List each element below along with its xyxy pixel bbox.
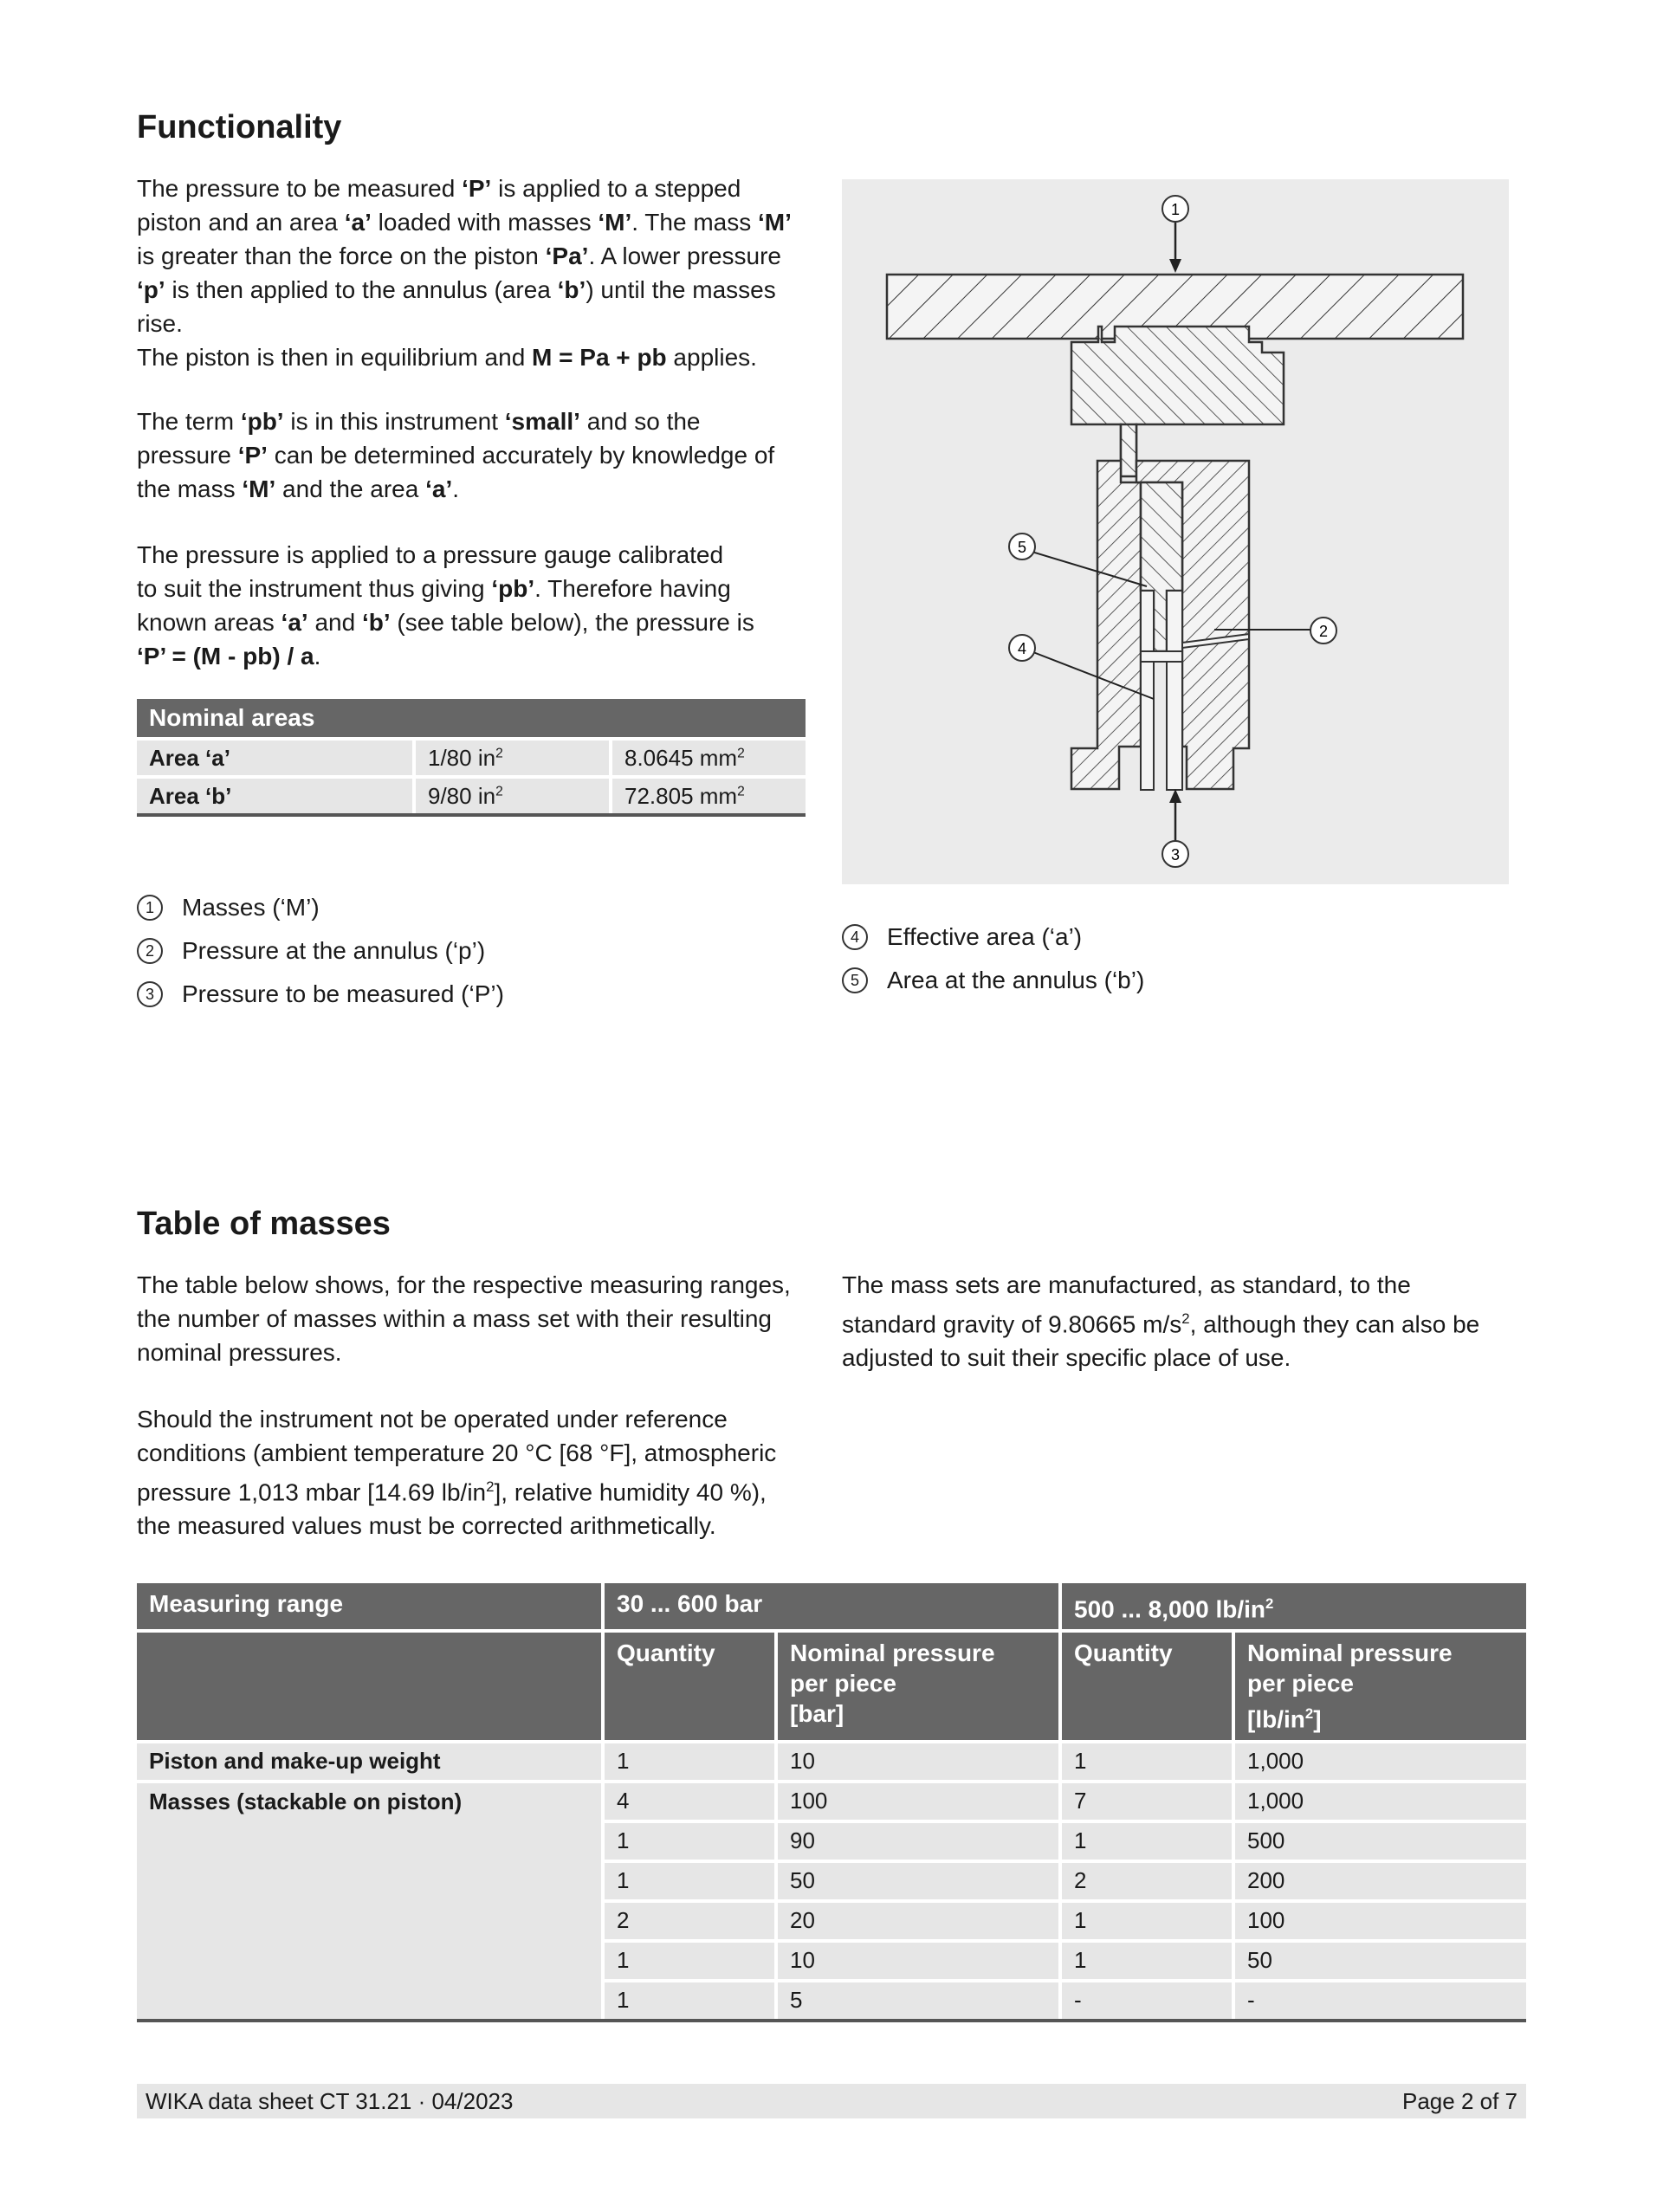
callout-1: 1 (1170, 201, 1181, 218)
piston-cross-section-diagram (842, 179, 1509, 884)
legend-item-4 (842, 923, 1082, 951)
functionality-paragraph-2 (137, 404, 812, 506)
text-line: to suit the instrument thus giving ‘pb’. Therefore having (137, 575, 731, 602)
table-cell-p1: 90 (776, 1821, 1060, 1861)
area-a-metric: 8.0645 $mm^2$ (611, 739, 806, 777)
legend-number-2: 2 (137, 938, 163, 964)
table-row (137, 1821, 1526, 1861)
table-row (137, 739, 806, 777)
col-quantity-bar: Quantity (603, 1631, 776, 1741)
table-row (137, 1782, 1526, 1821)
text-line: conditions (ambient temperature 20 °C [68 °F], atmospheric (137, 1439, 777, 1466)
table-row (137, 1981, 1526, 2021)
table-cell-p2: 1,000 (1233, 1782, 1526, 1821)
table-cell-label (137, 1941, 603, 1981)
masses-heading: Table of masses (137, 1206, 391, 1242)
table-row (137, 777, 806, 815)
functionality-paragraph-1 (137, 171, 812, 374)
nominal-areas-table (137, 699, 806, 817)
text-line: The table below shows, for the respective measuring ranges, (137, 1271, 791, 1298)
table-cell-p2: 100 (1233, 1901, 1526, 1941)
masses-paragraph-2 (137, 1402, 812, 1543)
legend-item-3 (137, 980, 504, 1008)
table-row (137, 1742, 1526, 1782)
piston-stem (1121, 424, 1136, 476)
table-cell-label: Masses (stackable on piston) (137, 1782, 603, 1821)
table-cell-q1: 1 (603, 1861, 776, 1901)
col-quantity-psi: Quantity (1060, 1631, 1233, 1741)
text-line: The piston is then in equilibrium and M = Pa + pb applies. (137, 344, 757, 371)
legend-item-1 (137, 894, 320, 922)
table-cell-q1: 1 (603, 1981, 776, 2021)
text-line: ‘P’ = (M - pb) / a. (137, 643, 321, 669)
table-cell-q1: 2 (603, 1901, 776, 1941)
table-cell-label (137, 1821, 603, 1861)
channel-left (1141, 591, 1154, 790)
table-cell-p1: 20 (776, 1901, 1060, 1941)
callout-3: 3 (1170, 846, 1181, 863)
table-row (137, 1901, 1526, 1941)
channel-right (1167, 591, 1182, 790)
table-cell-p1: 5 (776, 1981, 1060, 2021)
text-line: nominal pressures. (137, 1339, 342, 1366)
table-cell-p1: 50 (776, 1861, 1060, 1901)
table-cell-q2: 1 (1060, 1941, 1233, 1981)
text-line: rise. (137, 310, 183, 337)
text-line: the number of masses within a mass set with their resulting (137, 1305, 772, 1332)
callout-2: 2 (1318, 623, 1329, 640)
legend-number-4: 4 (842, 924, 868, 950)
annulus-gap (1141, 651, 1182, 662)
area-b-metric: 72.805 $mm^2$ (611, 777, 806, 815)
text-line: known areas ‘a’ and ‘b’ (see table below), the pressure is (137, 609, 754, 636)
functionality-paragraph-3 (137, 538, 812, 673)
table-cell-q2: 1 (1060, 1821, 1233, 1861)
legend-item-5 (842, 967, 1144, 994)
legend-text-5: Area at the annulus (‘b’) (887, 967, 1145, 993)
text-line: is greater than the force on the piston ‘Pa’. A lower pressure (137, 243, 781, 269)
col-range-psi: 500 ... 8,000 $lb/in^2$ (1060, 1583, 1526, 1631)
table-cell-p2: 1,000 (1233, 1742, 1526, 1782)
functionality-heading: Functionality (137, 109, 342, 146)
text-line: The mass sets are manufactured, as standard, to the (842, 1271, 1411, 1298)
table-cell-p2: 200 (1233, 1861, 1526, 1901)
table-cell-q1: 1 (603, 1742, 776, 1782)
legend-text-4: Effective area (‘a’) (887, 923, 1083, 950)
masses-table (137, 1583, 1526, 2022)
col-measuring-range: Measuring range (137, 1583, 603, 1631)
table-cell-label (137, 1901, 603, 1941)
area-b-label: Area ‘b’ (137, 777, 414, 815)
text-line: standard gravity of 9.80665 $m/s^2$, although they can also be (842, 1310, 1480, 1338)
table-cell-label: Piston and make-up weight (137, 1742, 603, 1782)
legend-number-1: 1 (137, 895, 163, 921)
nominal-areas-header: Nominal areas (137, 699, 806, 739)
text-line: Should the instrument not be operated under reference (137, 1406, 728, 1433)
table-cell-p2: - (1233, 1981, 1526, 2021)
legend-text-3: Pressure to be measured (‘P’) (182, 980, 504, 1007)
text-line: The pressure to be measured ‘P’ is applied to a stepped (137, 175, 741, 202)
table-cell-p1: 100 (776, 1782, 1060, 1821)
callout-5: 5 (1017, 539, 1027, 556)
legend-text-2: Pressure at the annulus (‘p’) (182, 937, 486, 964)
table-cell-p1: 10 (776, 1742, 1060, 1782)
table-cell-q2: - (1060, 1981, 1233, 2021)
table-cell-label (137, 1861, 603, 1901)
text-line: the mass ‘M’ and the area ‘a’. (137, 475, 460, 502)
page-footer (137, 2084, 1526, 2118)
text-line: The pressure is applied to a pressure gauge calibrated (137, 541, 724, 568)
col-range-bar: 30 ... 600 bar (603, 1583, 1060, 1631)
callout-4: 4 (1017, 640, 1027, 657)
table-cell-p2: 50 (1233, 1941, 1526, 1981)
table-cell-p1: 10 (776, 1941, 1060, 1981)
legend-text-1: Masses (‘M’) (182, 894, 320, 921)
table-cell-q1: 4 (603, 1782, 776, 1821)
text-line: pressure ‘P’ can be determined accurately by knowledge of (137, 442, 775, 469)
table-cell-label (137, 1981, 603, 2021)
text-line: the measured values must be corrected arithmetically. (137, 1512, 716, 1540)
text-line: piston and an area ‘a’ loaded with masses ‘M’. The mass ‘M’ (137, 209, 792, 236)
table-cell-q2: 1 (1060, 1901, 1233, 1941)
table-cell-q1: 1 (603, 1941, 776, 1981)
footer-document-id: WIKA data sheet CT 31.21 · 04/2023 (146, 2087, 514, 2114)
table-row (137, 1941, 1526, 1981)
table-row (137, 1861, 1526, 1901)
legend-number-5: 5 (842, 967, 868, 993)
legend-number-3: 3 (137, 981, 163, 1007)
text-line: pressure 1,013 mbar [14.69 $lb/in^2$], relative humidity 40 %), (137, 1478, 767, 1506)
header-blank (137, 1631, 603, 1741)
footer-page-number: Page 2 of 7 (1402, 2087, 1517, 2114)
text-line: ‘p’ is then applied to the annulus (area ‘b’) until the masses (137, 276, 776, 303)
col-nominal-psi: Nominal pressure per piece $[lb/in^2]$ (1233, 1631, 1526, 1741)
area-a-label: Area ‘a’ (137, 739, 414, 777)
col-nominal-bar: Nominal pressure per piece [bar] (776, 1631, 1060, 1741)
text-line: The term ‘pb’ is in this instrument ‘small’ and so the (137, 408, 701, 435)
area-b-inch: 9/80 $in^2$ (414, 777, 611, 815)
table-cell-q2: 1 (1060, 1742, 1233, 1782)
masses-paragraph-1 (137, 1268, 812, 1369)
legend-item-2 (137, 937, 485, 965)
table-cell-q2: 7 (1060, 1782, 1233, 1821)
area-a-inch: 1/80 $in^2$ (414, 739, 611, 777)
table-cell-p2: 500 (1233, 1821, 1526, 1861)
masses-paragraph-right (842, 1268, 1526, 1374)
table-cell-q2: 2 (1060, 1861, 1233, 1901)
table-cell-q1: 1 (603, 1821, 776, 1861)
text-line: adjusted to suit their specific place of use. (842, 1344, 1291, 1372)
